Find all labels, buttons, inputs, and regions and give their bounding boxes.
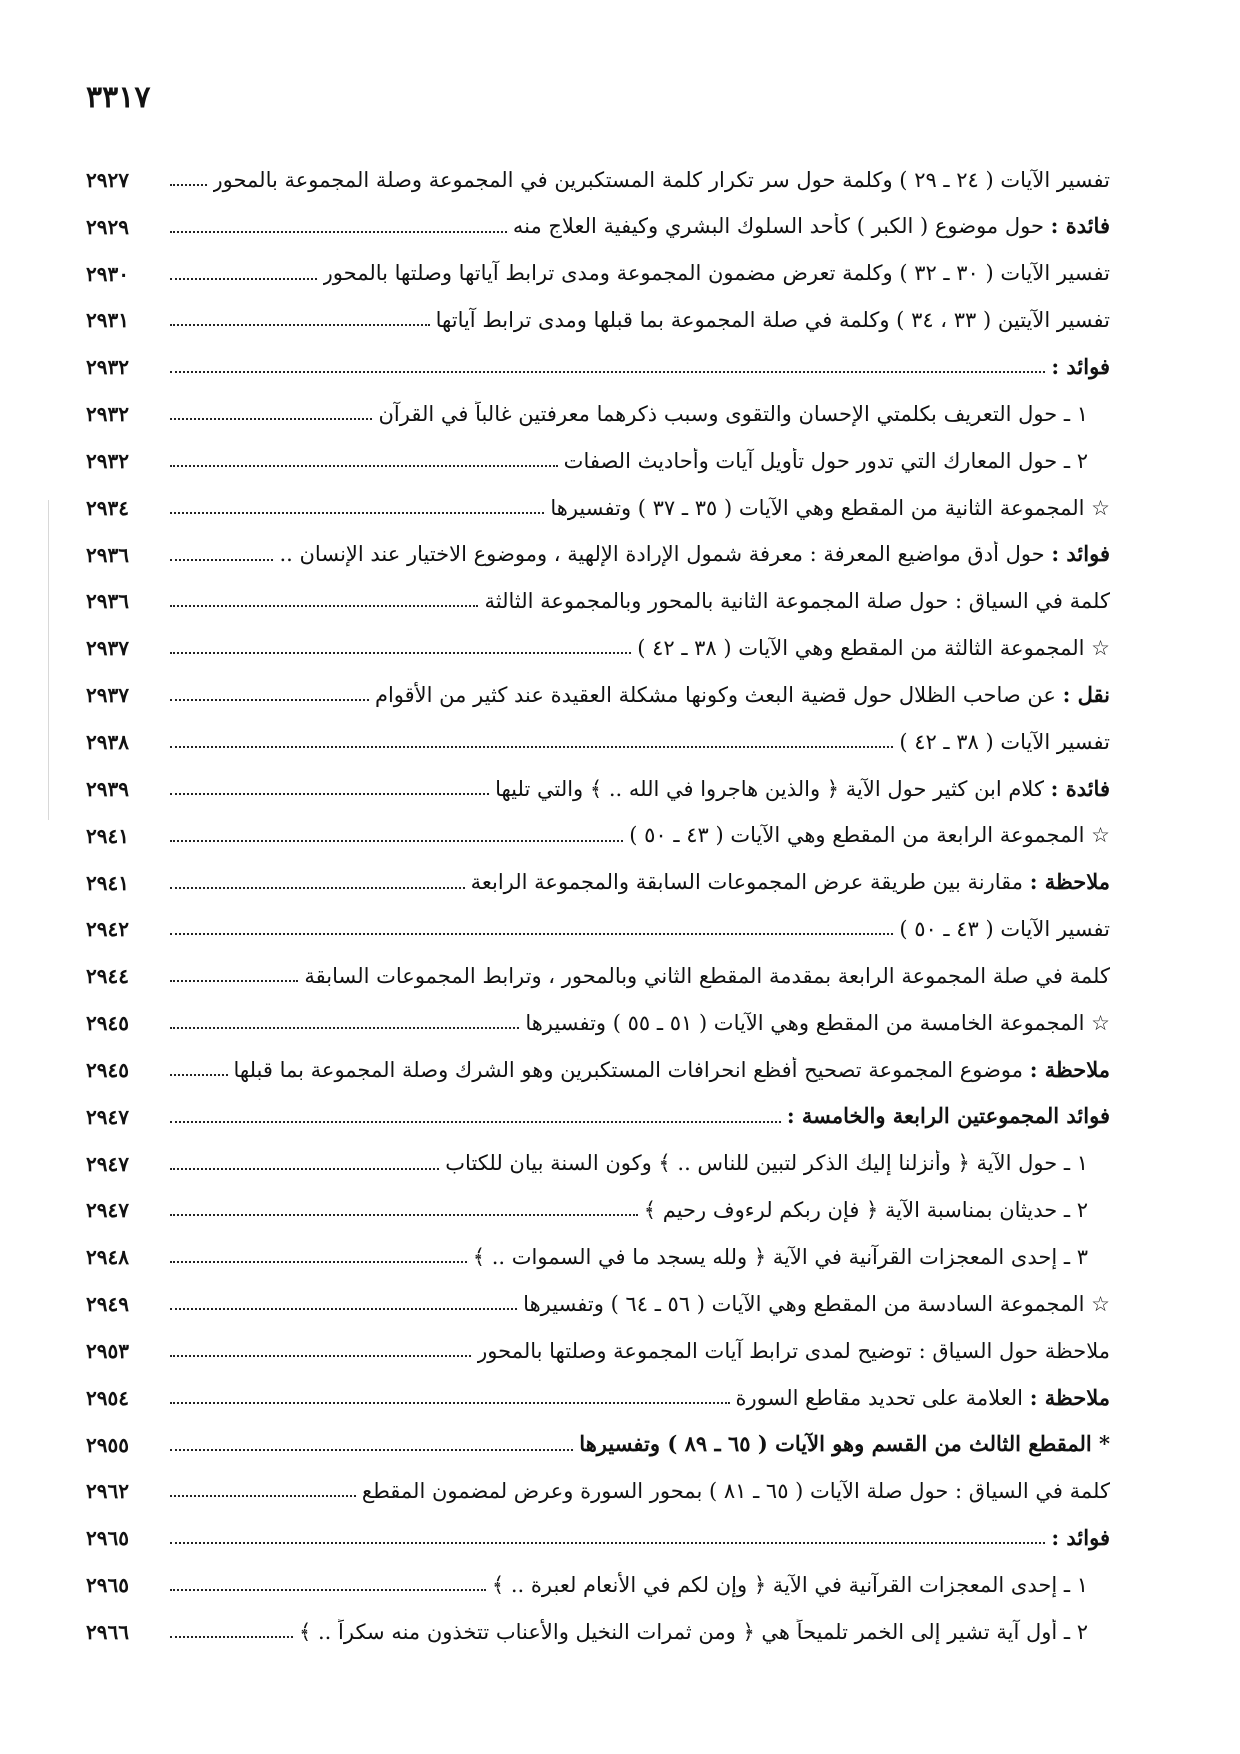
dot-leader: [170, 371, 1045, 373]
toc-entry-body: ٢ ـ حول المعارك التي تدور حول تأويل آيات وأحاديث الصفات: [563, 448, 1088, 473]
dot-leader: [170, 278, 317, 280]
toc-entry-body: حول أدق مواضيع المعرفة : معرفة شمول الإرادة الإلهية ، وموضوع الاختيار عند الإنسان ..: [279, 542, 1052, 567]
toc-entry-text: [484, 588, 1110, 614]
toc-page-number: ٢٩٤٧: [86, 1151, 129, 1176]
toc-page-number: ٢٩٣٨: [86, 729, 129, 754]
toc-entry-text: [436, 307, 1110, 333]
toc-entry-body: كلمة في صلة المجموعة الرابعة بمقدمة المقطع الثاني وبالمحور ، وترابط المجموعات السابقة: [304, 963, 1110, 988]
toc-entry-text: [362, 1478, 1110, 1504]
dot-leader: [170, 746, 893, 748]
dot-leader: [170, 980, 298, 982]
dot-leader: [170, 1308, 517, 1310]
toc-page-number: ٢٩٣٩: [86, 776, 129, 801]
dot-leader: [170, 418, 372, 420]
toc-entry: [86, 193, 1110, 240]
toc-entry-text: [550, 495, 1110, 521]
toc-entry-body: تفسير الآيات ( ٢٤ ـ ٢٩ ) وكلمة حول سر تكرار كلمة المستكبرين في المجموعة وصلة المجموعة بالمحور: [212, 167, 1110, 192]
toc-entry-text: [513, 213, 1110, 239]
toc-entry-body: موضوع المجموعة تصحيح أفظع انحرافات المستكبرين وهو الشرك وصلة المجموعة بما قبلها: [233, 1057, 1030, 1082]
toc-entry: [86, 240, 1110, 287]
toc-entry-lead: فوائد :: [1051, 1525, 1110, 1551]
toc-entry-body: حول موضوع ( الكبر ) كأحد السلوك البشري وكيفية العلاج منه: [512, 214, 1051, 239]
toc-entry-text: [899, 729, 1110, 755]
toc-entry-lead: فائدة :: [1050, 775, 1110, 801]
dot-leader: [170, 512, 544, 514]
toc-entry-body: كلام ابن كثير حول الآية ﴿ والذين هاجروا في الله .. ﴾ والتي تليها: [495, 776, 1051, 801]
toc-entry-body: فوائد المجموعتين الرابعة والخامسة :: [786, 1103, 1110, 1129]
toc-entry-text: [899, 916, 1110, 942]
dot-leader: [170, 1074, 228, 1076]
toc-entry-text: [477, 1338, 1110, 1364]
toc-entry: [86, 802, 1110, 849]
toc-entry: [86, 521, 1110, 568]
toc-entry-text: [495, 776, 1110, 802]
dot-leader: [170, 1214, 638, 1216]
toc-entry-body: مقارنة بين طريقة عرض المجموعات السابقة والمجموعة الرابعة: [470, 870, 1030, 895]
toc-entry: [86, 989, 1110, 1036]
toc-entry-text: [579, 1431, 1110, 1457]
toc-entry-text: [629, 822, 1110, 848]
toc-page-number: ٢٩٤٥: [86, 1057, 129, 1082]
toc-page-number: ٢٩٤٨: [86, 1245, 129, 1270]
toc-entry: [86, 1458, 1110, 1505]
dot-leader: [170, 887, 465, 889]
toc-entry: [86, 1130, 1110, 1177]
toc-entry-body: ١ ـ حول التعريف بكلمتي الإحسان والتقوى وسبب ذكرهما معرفتين غالباً في القرآن: [378, 401, 1088, 426]
toc-entry-body: ☆ المجموعة السادسة من المقطع وهي الآيات ( ٥٦ ـ ٦٤ ) وتفسيرها: [523, 1291, 1110, 1316]
table-of-contents: [86, 146, 1110, 1645]
dot-leader: [170, 1027, 519, 1029]
toc-page-number: ٢٩٤٤: [86, 964, 129, 989]
toc-entry-body: * المقطع الثالث من القسم وهو الآيات ( ٦٥ ـ ٨٩ ) وتفسيرها: [579, 1431, 1110, 1457]
toc-entry: [86, 896, 1110, 943]
toc-entry: [86, 1177, 1110, 1224]
page-number: ٣٣١٧: [86, 80, 151, 115]
dot-leader: [170, 933, 893, 935]
toc-entry-body: عن صاحب الظلال حول قضية البعث وكونها مشكلة العقيدة عند كثير من الأقوام: [374, 682, 1063, 707]
toc-entry: [86, 1317, 1110, 1364]
toc-entry-text: [1051, 354, 1110, 380]
toc-entry: [86, 427, 1110, 474]
toc-page-number: ٢٩٤٥: [86, 1011, 129, 1036]
toc-entry-body: ٣ ـ إحدى المعجزات القرآنية في الآية ﴿ ولله يسجد ما في السموات .. ﴾: [472, 1245, 1088, 1269]
toc-entry-text: [323, 260, 1110, 286]
toc-page-number: ٢٩٢٩: [86, 214, 129, 239]
toc-entry-text: [471, 869, 1110, 895]
toc-page-number: ٢٩٤٢: [86, 917, 129, 942]
toc-entry-body: كلمة في السياق : حول صلة الآيات ( ٦٥ ـ ٨١ ) بمحور السورة وعرض لمضمون المقطع: [361, 1479, 1110, 1504]
toc-entry-body: العلامة على تحديد مقاطع السورة: [735, 1385, 1030, 1410]
toc-entry-text: [378, 401, 1088, 427]
toc-entry-body: تفسير الآيات ( ٣٨ ـ ٤٢ ): [899, 729, 1110, 754]
dot-leader: [170, 1168, 439, 1170]
toc-page-number: ٢٩٢٧: [86, 167, 129, 192]
toc-entry: [86, 1036, 1110, 1083]
toc-entry-text: [1051, 1525, 1110, 1551]
toc-entry: [86, 661, 1110, 708]
toc-page-number: ٢٩٥٣: [86, 1338, 129, 1363]
toc-page-number: ٢٩٣٢: [86, 448, 129, 473]
dot-leader: [170, 1542, 1045, 1544]
toc-entry: [86, 1504, 1110, 1551]
toc-entry-body: ٢ ـ حديثان بمناسبة الآية ﴿ فإن ربكم لرءوف رحيم ﴾: [643, 1198, 1088, 1223]
toc-entry-lead: فائدة :: [1050, 213, 1110, 239]
toc-entry-text: [304, 963, 1110, 989]
toc-entry: [86, 614, 1110, 661]
toc-entry-text: [234, 1057, 1110, 1083]
dot-leader: [170, 1449, 573, 1451]
toc-entry-text: [523, 1291, 1110, 1317]
toc-entry: [86, 849, 1110, 896]
dot-leader: [170, 559, 273, 561]
toc-page-number: ٢٩٥٤: [86, 1385, 129, 1410]
dot-leader: [170, 1636, 293, 1638]
toc-entry-body: تفسير الآيات ( ٣٠ ـ ٣٢ ) وكلمة تعرض مضمون المجموعة ومدى ترابط آياتها وصلتها بالمحور: [322, 261, 1110, 286]
toc-page-number: ٢٩٣٦: [86, 542, 129, 567]
toc-page-number: ٢٩٣٢: [86, 402, 129, 427]
dot-leader: [170, 699, 369, 701]
toc-entry-lead: ملاحظة :: [1029, 1384, 1110, 1410]
toc-entry: [86, 1364, 1110, 1411]
toc-entry: [86, 755, 1110, 802]
toc-page-number: ٢٩٣٦: [86, 589, 129, 614]
toc-entry-text: [279, 541, 1110, 567]
toc-entry-body: ☆ المجموعة الخامسة من المقطع وهي الآيات ( ٥١ ـ ٥٥ ) وتفسيرها: [525, 1010, 1110, 1035]
toc-entry-lead: نقل :: [1062, 681, 1110, 707]
dot-leader: [170, 1261, 467, 1263]
toc-entry-lead: فوائد :: [1051, 541, 1110, 567]
toc-entry-text: [564, 448, 1088, 474]
toc-page-number: ٢٩٤٩: [86, 1292, 129, 1317]
toc-entry-text: [525, 1010, 1110, 1036]
dot-leader: [170, 184, 207, 186]
toc-entry: [86, 942, 1110, 989]
dot-leader: [170, 1402, 730, 1404]
toc-entry-body: تفسير الآيات ( ٤٣ ـ ٥٠ ): [899, 917, 1110, 942]
toc-page-number: ٢٩٥٥: [86, 1432, 129, 1457]
toc-entry-body: تفسير الآيتين ( ٣٣ ، ٣٤ ) وكلمة في صلة المجموعة بما قبلها ومدى ترابط آياتها: [435, 308, 1110, 333]
toc-page-number: ٢٩٣٧: [86, 636, 129, 661]
toc-entry-body: ☆ المجموعة الثانية من المقطع وهي الآيات ( ٣٥ ـ ٣٧ ) وتفسيرها: [550, 495, 1110, 520]
toc-entry-body: ٢ ـ أول آية تشير إلى الخمر تلميحاً هي ﴿ ومن ثمرات النخيل والأعناب تتخذون منه سكراً .. ﴾: [299, 1619, 1088, 1644]
toc-entry: [86, 568, 1110, 615]
toc-entry-body: ☆ المجموعة الثالثة من المقطع وهي الآيات ( ٣٨ ـ ٤٢ ): [637, 636, 1110, 661]
toc-entry-body: ١ ـ إحدى المعجزات القرآنية في الآية ﴿ وإن لكم في الأنعام لعبرة .. ﴾: [491, 1572, 1088, 1597]
toc-entry: [86, 474, 1110, 521]
toc-page-number: ٢٩٦٥: [86, 1526, 129, 1551]
toc-entry: [86, 146, 1110, 193]
toc-page-number: ٢٩٣٢: [86, 355, 129, 380]
toc-entry-text: [299, 1619, 1088, 1645]
toc-page-number: ٢٩٤١: [86, 823, 129, 848]
toc-entry-body: ملاحظة حول السياق : توضيح لمدى ترابط آيات المجموعة وصلتها بالمحور: [477, 1338, 1110, 1363]
toc-page-number: ٢٩٣١: [86, 308, 129, 333]
toc-page-number: ٢٩٦٥: [86, 1573, 129, 1598]
toc-entry-body: ☆ المجموعة الرابعة من المقطع وهي الآيات ( ٤٣ ـ ٥٠ ): [629, 823, 1110, 848]
toc-entry: [86, 708, 1110, 755]
toc-entry-text: [637, 635, 1110, 661]
toc-entry: [86, 333, 1110, 380]
dot-leader: [170, 793, 489, 795]
dot-leader: [170, 840, 623, 842]
toc-entry-text: [375, 682, 1110, 708]
toc-entry-lead: فوائد :: [1051, 353, 1110, 379]
toc-entry-text: [492, 1572, 1088, 1598]
toc-entry-text: [473, 1244, 1088, 1270]
toc-page-number: ٢٩٤٧: [86, 1198, 129, 1223]
toc-page-number: ٢٩٤٧: [86, 1104, 129, 1129]
dot-leader: [170, 605, 478, 607]
margin-line: [48, 500, 49, 820]
dot-leader: [170, 465, 558, 467]
dot-leader: [170, 652, 631, 654]
toc-entry-text: [213, 167, 1111, 193]
toc-entry-body: كلمة في السياق : حول صلة المجموعة الثانية بالمحور وبالمجموعة الثالثة: [484, 589, 1110, 614]
dot-leader: [170, 1121, 781, 1123]
toc-page-number: ٢٩٣٠: [86, 261, 129, 286]
toc-entry: [86, 1551, 1110, 1598]
toc-page-number: ٢٩٣٤: [86, 495, 129, 520]
toc-entry-text: [644, 1197, 1088, 1223]
toc-entry-text: [787, 1103, 1110, 1129]
toc-page-number: ٢٩٣٧: [86, 683, 129, 708]
toc-entry: [86, 1223, 1110, 1270]
toc-entry-text: [445, 1150, 1088, 1176]
dot-leader: [170, 1355, 471, 1357]
toc-page-number: ٢٩٦٦: [86, 1620, 129, 1644]
toc-entry: [86, 1411, 1110, 1458]
dot-leader: [170, 231, 507, 233]
toc-entry-body: ١ ـ حول الآية ﴿ وأنزلنا إليك الذكر لتبين للناس .. ﴾ وكون السنة بيان للكتاب: [445, 1151, 1088, 1176]
toc-entry: [86, 1083, 1110, 1130]
dot-leader: [170, 1495, 356, 1497]
dot-leader: [170, 1589, 486, 1591]
toc-entry-lead: ملاحظة :: [1029, 1056, 1110, 1082]
toc-entry-text: [736, 1385, 1111, 1411]
toc-page-number: ٢٩٤١: [86, 870, 129, 895]
toc-entry: [86, 1598, 1110, 1645]
toc-entry-lead: ملاحظة :: [1029, 869, 1110, 895]
dot-leader: [170, 324, 430, 326]
toc-entry: [86, 380, 1110, 427]
toc-entry: [86, 287, 1110, 334]
toc-entry: [86, 1270, 1110, 1317]
toc-page-number: ٢٩٦٢: [86, 1479, 129, 1504]
